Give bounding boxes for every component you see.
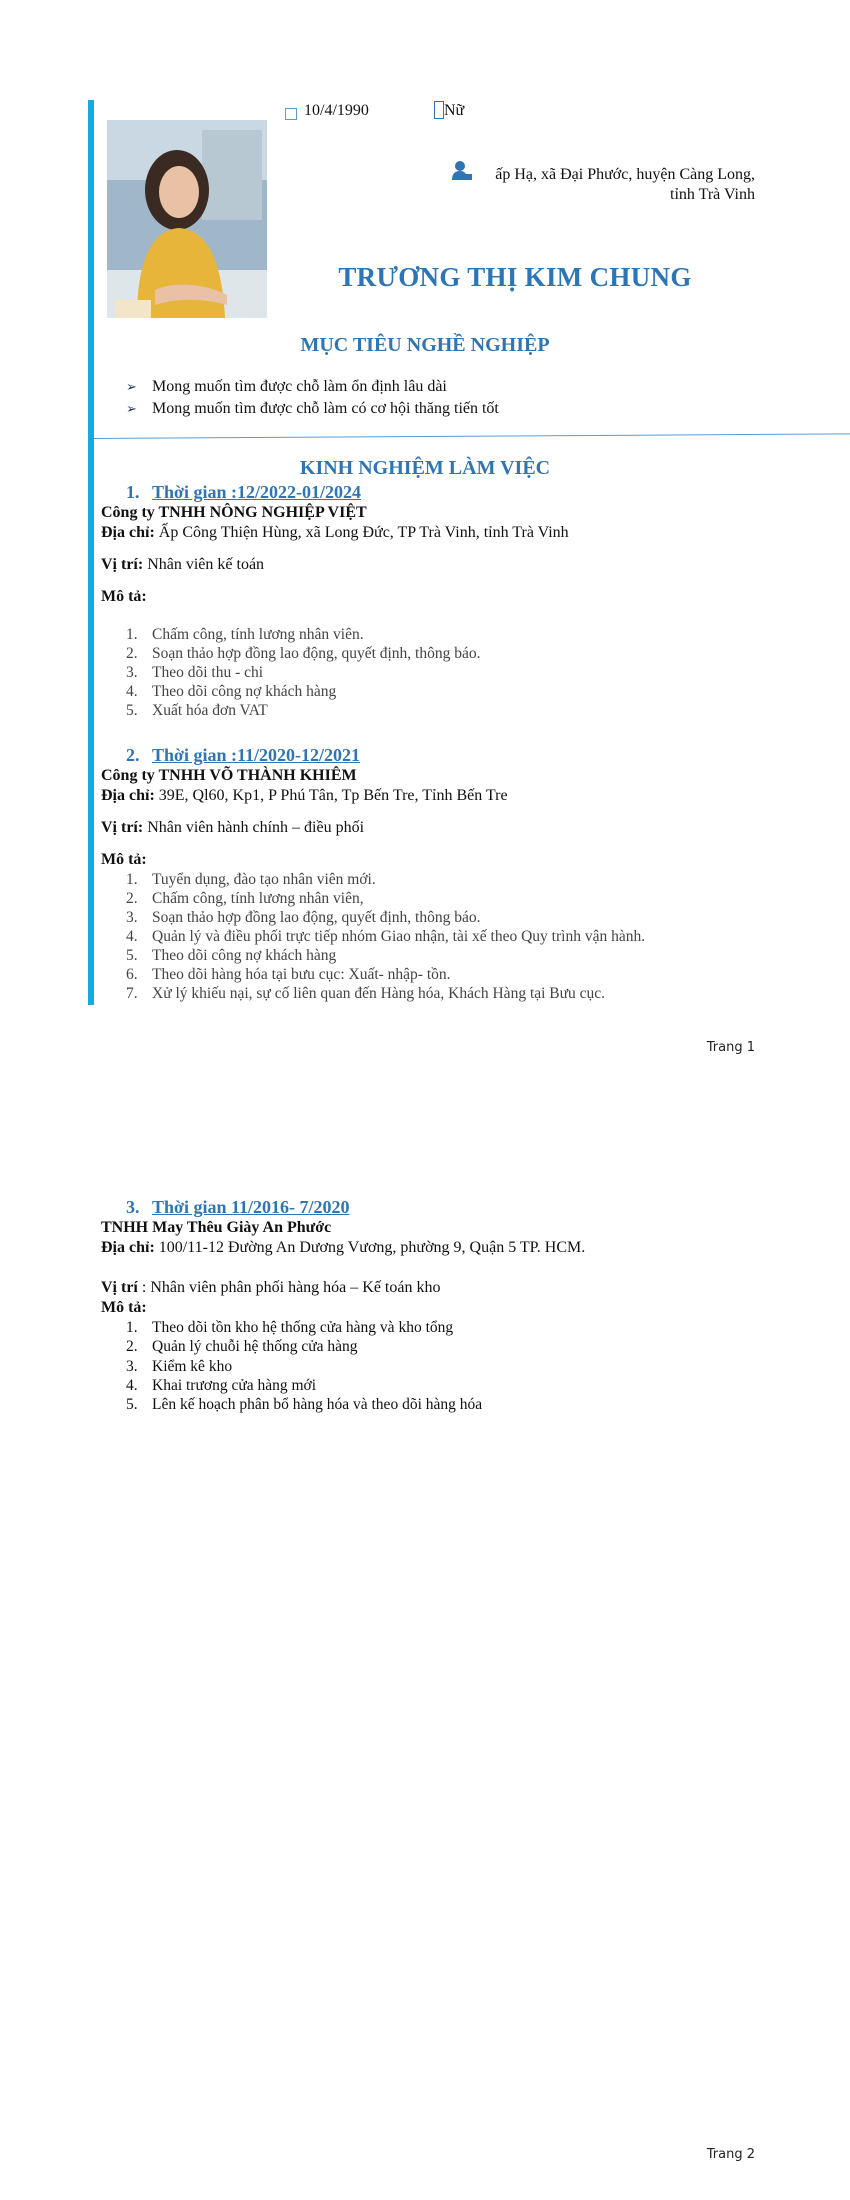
arrow-bullet-icon: ➢ [126,401,137,416]
job-1-task: 5. Xuất hóa đơn VAT [126,702,268,719]
job-2-position: Vị trí: Nhân viên hành chính – điều phối [101,819,365,836]
job-3-task: 3. Kiểm kê kho [126,1358,233,1375]
section-divider [94,433,850,439]
job-3-task: 4. Khai trương cửa hàng mới [126,1377,317,1394]
job-2-task: 2. Chấm công, tính lương nhân viên, [126,890,364,907]
address-line-1: ấp Hạ, xã Đại Phước, huyện Càng Long, [495,166,755,183]
job-3-company: TNHH May Thêu Giày An Phước [101,1219,332,1236]
job-2-period: 2. Thời gian :11/2020-12/2021 [126,745,360,765]
gender: Nữ [444,102,465,119]
job-2-task: 5. Theo dõi công nợ khách hàng [126,947,337,964]
job-1-company: Công ty TNHH NÔNG NGHIỆP VIỆT [101,504,367,521]
experience-title: KINH NGHIỆM LÀM VIỆC [299,457,551,479]
job-2-task: 1. Tuyển dụng, đào tạo nhân viên mới. [126,871,376,888]
job-1-period: 1. Thời gian :12/2022-01/2024 [126,482,361,502]
user-location-icon [452,160,472,187]
gender-icon [434,101,444,119]
job-3-address: Địa chỉ: 100/11-12 Đường An Dương Vương, phường 9, Quận 5 TP. HCM. [101,1239,586,1256]
page-number-1: Trang 1 [706,1040,755,1055]
job-2-task: 6. Theo dõi hàng hóa tại bưu cục: Xuất- nhập- tồn. [126,966,451,983]
job-1-description-label: Mô tả: [101,588,147,605]
job-3-position: Vị trí : Nhân viên phân phối hàng hóa – Kế toán kho [101,1279,441,1296]
job-1-task: 1. Chấm công, tính lương nhân viên. [126,626,364,643]
page-number-2: Trang 2 [706,2147,755,2162]
job-3-task: 2. Quản lý chuỗi hệ thống cửa hàng [126,1338,358,1355]
date-of-birth: 10/4/1990 [304,102,369,119]
job-1-task: 4. Theo dõi công nợ khách hàng [126,683,337,700]
job-3-task: 1. Theo dõi tồn kho hệ thống cửa hàng và kho tổng [126,1319,454,1336]
job-3-description-label: Mô tả: [101,1299,147,1316]
job-2-task: 4. Quản lý và điều phối trực tiếp nhóm Giao nhận, tài xế theo Quy trình vận hành. [126,928,646,945]
job-1-task: 3. Theo dõi thu - chi [126,664,264,681]
address-line-2: tỉnh Trà Vinh [670,186,755,203]
job-3-period: 3. Thời gian 11/2016- 7/2020 [126,1197,350,1217]
calendar-icon [285,108,297,120]
job-3-task: 5. Lên kế hoạch phân bổ hàng hóa và theo dõi hàng hóa [126,1396,483,1413]
profile-photo [107,120,267,318]
job-2-task: 7. Xử lý khiếu nại, sự cố liên quan đến Hàng hóa, Khách Hàng tại Bưu cục. [126,985,606,1002]
objective-item: ➢ Mong muốn tìm được chỗ làm có cơ hội thăng tiến tốt [126,400,499,417]
candidate-name: TRƯƠNG THỊ KIM CHUNG [338,262,692,292]
job-2-description-label: Mô tả: [101,851,147,868]
job-1-task: 2. Soạn thảo hợp đồng lao động, quyết định, thông báo. [126,645,481,662]
job-2-task: 3. Soạn thảo hợp đồng lao động, quyết định, thông báo. [126,909,481,926]
job-2-address: Địa chỉ: 39E, Ql60, Kp1, P Phú Tân, Tp Bến Tre, Tỉnh Bến Tre [101,787,508,804]
job-2-company: Công ty TNHH VÕ THÀNH KHIÊM [101,767,357,784]
job-1-address: Địa chỉ: Ấp Công Thiện Hùng, xã Long Đức, TP Trà Vinh, tỉnh Trà Vinh [101,524,569,541]
arrow-bullet-icon: ➢ [126,379,137,394]
job-1-position: Vị trí: Nhân viên kế toán [101,556,265,573]
accent-bar [88,100,94,1005]
objective-title: MỤC TIÊU NGHỀ NGHIỆP [300,334,550,356]
objective-item: ➢ Mong muốn tìm được chỗ làm ổn định lâu dài [126,378,447,395]
